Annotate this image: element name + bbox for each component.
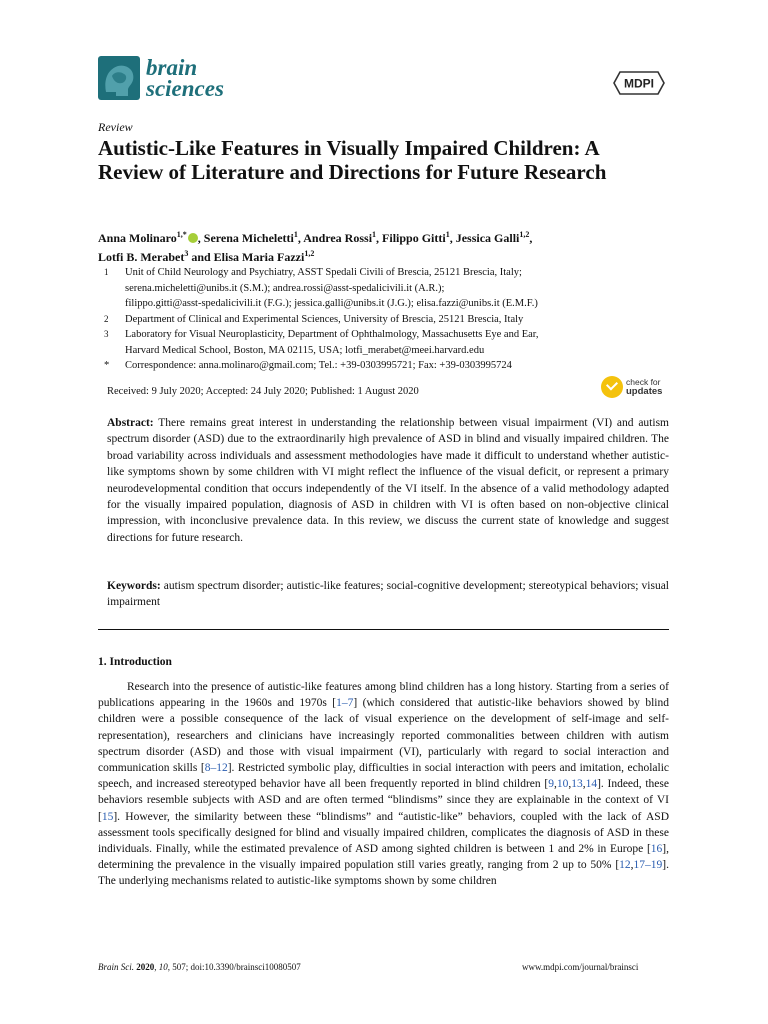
keywords: [107, 578, 669, 611]
journal-name-line2: sciences: [146, 76, 224, 101]
author-name[interactable]: Filippo Gitti: [382, 231, 446, 245]
author-affiliation-mark: 3: [184, 249, 189, 258]
citation-link[interactable]: 10: [556, 778, 569, 791]
section-heading: 1. Introduction: [98, 656, 172, 668]
body-text-run: ]. The underlying mechanisms related to autistic-like symptoms shown by some children: [98, 859, 669, 888]
brain-logo-icon: [98, 56, 140, 100]
author-affiliation-mark: 1: [372, 230, 377, 239]
body-text-run: ,: [630, 859, 634, 872]
citation-link[interactable]: 15: [101, 810, 114, 823]
author-affiliation-mark: 1,*: [176, 230, 187, 239]
author-name[interactable]: Lotfi B. Merabet: [98, 250, 185, 264]
citation-link[interactable]: 1–7: [336, 697, 354, 710]
citation-link[interactable]: 17–19: [633, 859, 663, 872]
citation-link[interactable]: 9: [548, 778, 554, 791]
affiliation-line: Department of Clinical and Experimental Sciences, University of Brescia, 25121 Brescia, Italy: [125, 313, 524, 325]
body-text-run: ]. Restricted symbolic play, difficulties in social interaction with peers and imitation, echolalic speech, and increased stereotyped behavior have all been frequently reported in blind children [: [98, 762, 670, 791]
affiliations: [98, 265, 668, 374]
affiliation-item: [98, 358, 668, 374]
affiliation-text: [125, 265, 668, 312]
abstract-label: Abstract:: [107, 417, 154, 429]
citation-link[interactable]: 12: [619, 859, 631, 872]
body-text-run: ,: [582, 778, 586, 791]
body-text-run: Research into the presence of autistic-like features among blind children has a long history. Starting from a series of publications appearing in the 1960s and 1970s [: [98, 681, 669, 710]
author-affiliation-mark: 1: [445, 230, 450, 239]
affiliation-item: [98, 312, 668, 328]
author-name[interactable]: Elisa Maria Fazzi: [213, 250, 305, 264]
article-title: Autistic-Like Features in Visually Impaired Children: A Review of Literature and Directions for Future Research: [98, 136, 607, 184]
author-affiliation-mark: 1: [293, 230, 298, 239]
body-text-run: ], determining the prevalence in the visually impaired population still varies greatly, ranging from 2 up to 50% [: [98, 843, 669, 872]
affiliation-text: [125, 358, 668, 374]
author-list: Anna Molinaro$^{1,*}$ , Serena Micheletti$^1$, Andrea Rossi$^1$, Filippo Gitti$^1$, Jessica Galli$^{1,2}$, Lotfi B. Merabet$^3$ and Elisa Maria Fazzi$^{1,2}$: [98, 230, 533, 264]
updates-label-2: updates: [626, 386, 663, 397]
affiliation-marker: *: [104, 360, 110, 371]
author-name[interactable]: Andrea Rossi: [303, 231, 373, 245]
keywords-label: Keywords:: [107, 580, 161, 592]
author-affiliation-mark: 1,2: [304, 249, 315, 258]
mdpi-logo-icon[interactable]: [612, 70, 666, 96]
abstract: [107, 415, 669, 546]
author-name[interactable]: Anna Molinaro: [98, 231, 177, 245]
footer-journal: Brain Sci.: [98, 962, 134, 972]
publisher-name: MDPI: [624, 76, 654, 91]
article-type: Review: [98, 120, 133, 134]
footer-volume: 10: [158, 962, 168, 972]
keywords-text: autism spectrum disorder; autistic-like features; social-cognitive development; stereotypical behaviors; visual impairment: [107, 580, 669, 609]
affiliation-text: [125, 327, 668, 358]
citation-link[interactable]: 13: [571, 778, 583, 791]
check-for-updates-button[interactable]: [601, 376, 662, 398]
updates-label-1: check for: [626, 377, 661, 387]
body-text-run: ] (which considered that autistic-like behaviors showed by blind children were a possible consequence of the lack of visual experience on the development of self-image and self-representation), researchers and clinicians have increasingly reported commonalities between children with autism spectrum disorder (ASD) and those with visual impairment (VI), particularly with regard to social interaction and communication skills [: [98, 697, 670, 775]
footer-url[interactable]: www.mdpi.com/journal/brainsci: [522, 962, 639, 972]
footer-citation: Brain Sci. 2020, 10, 507; doi:10.3390/brainsci10080507: [98, 962, 301, 972]
affiliation-item: [98, 265, 668, 312]
author-name[interactable]: Jessica Galli: [455, 231, 520, 245]
author-affiliation-mark: 1,2: [519, 230, 530, 239]
affiliation-line: Harvard Medical School, Boston, MA 02115, USA; lotfi_merabet@meei.harvard.edu: [125, 344, 485, 356]
journal-name-line1: brain: [146, 55, 198, 80]
intro-paragraph: [98, 679, 669, 890]
publication-dates: Received: 9 July 2020; Accepted: 24 July 2020; Published: 1 August 2020: [107, 386, 419, 397]
body-text-run: ,: [553, 778, 557, 791]
footer-doi: , 507; doi:10.3390/brainsci10080507: [167, 962, 301, 972]
author-name[interactable]: Serena Micheletti: [203, 231, 294, 245]
affiliation-marker: 2: [104, 313, 109, 324]
citation-link[interactable]: 16: [650, 843, 663, 856]
citation-link[interactable]: 8–12: [204, 762, 228, 775]
footer-year: 2020: [136, 962, 155, 972]
affiliation-line: serena.micheletti@unibs.it (S.M.); andrea.rossi@asst-spedalicivili.it (A.R.);: [125, 282, 445, 294]
citation-link[interactable]: 14: [585, 778, 598, 791]
affiliation-marker: 3: [104, 329, 109, 339]
affiliation-line: Unit of Child Neurology and Psychiatry, ASST Spedali Civili of Brescia, 25121 Brescia, Italy;: [125, 267, 522, 278]
section-divider: [98, 629, 669, 630]
affiliation-line: Correspondence: anna.molinaro@gmail.com; Tel.: +39-0303995721; Fax: +39-0303995724: [125, 360, 512, 371]
body-text-run: ]. However, the similarity between these “blindisms” and “autistic-like” behaviors, coupled with the lack of ASD assessment tools specifically designed for blind and visually impaired children, complicates the diagnosis of ASD in these individuals. Finally, while the estimated prevalence of ASD among sighted children is between 1 and 2% in Europe [: [98, 810, 669, 856]
body-text-run: ]. Indeed, these behaviors resemble subjects with ASD and are often termed “blindisms” since they are explainable in the context of VI [: [98, 778, 669, 823]
affiliation-item: [98, 327, 668, 358]
journal-logo[interactable]: [98, 56, 224, 100]
affiliation-line: Laboratory for Visual Neuroplasticity, Department of Ophthalmology, Massachusetts Eye and Ear,: [125, 329, 539, 340]
affiliation-marker: 1: [104, 267, 109, 277]
orcid-icon[interactable]: [188, 233, 198, 243]
affiliation-line: filippo.gitti@asst-spedalicivili.it (F.G.); jessica.galli@unibs.it (J.G.); elisa.fazzi@unibs.it (E.M.F.): [125, 298, 538, 309]
body-text-run: ,: [568, 778, 572, 791]
checkmark-icon: [601, 376, 623, 398]
affiliation-text: [125, 312, 668, 328]
abstract-text: There remains great interest in understanding the relationship between visual impairment (VI) and autism spectrum disorder (ASD) due to the extraordinarily high prevalence of ASD in blind and visually impaired children. The broad variability across individuals and assessment methodologies have made it difficult to understand whether autistic-like symptoms shown by some children with VI might reflect the influence of the visual deficit, or represent a primary neurodevelopmental condition that occurs independently of the VI itself. In the absence of a valid methodology adapted for the visually impaired population, diagnosis of ASD in children with VI is often based on non-objective clinical impression, with inconclusive prevalence data. In this review, we discuss the current state of knowledge and suggest directions for future research.: [107, 417, 669, 544]
